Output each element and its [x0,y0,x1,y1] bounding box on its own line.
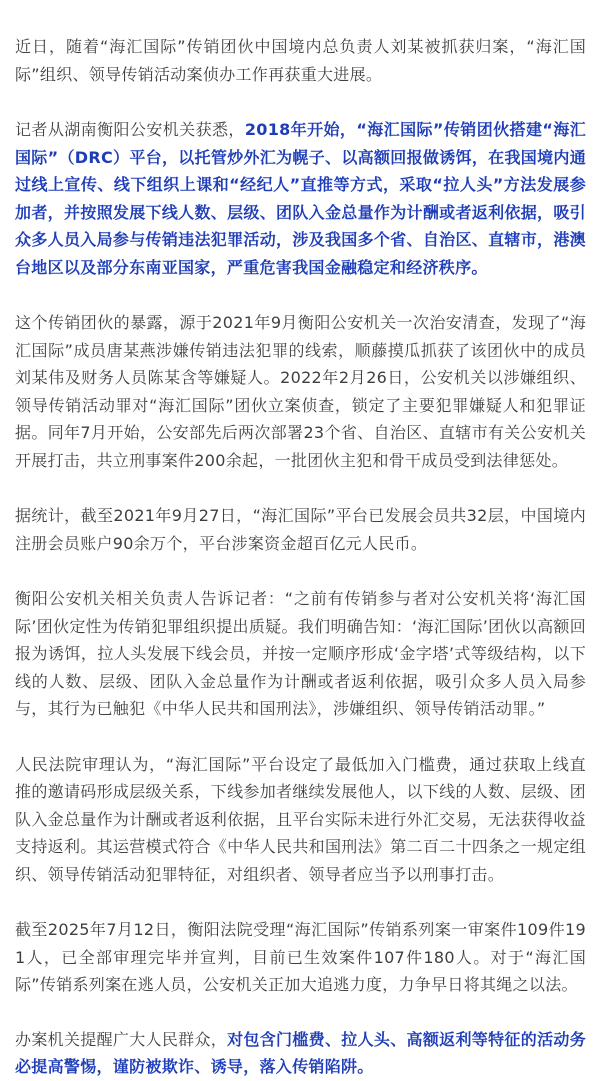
paragraph-police-statement: 衡阳公安机关相关负责人告诉记者：“之前有传销参与者对公安机关将‘海汇国际’团伙定性为传销犯罪组织提出质疑。我们明确告知：‘海汇国际’团伙以高额回报为诱饵，拉人头发展下线会员，并按一定顺序形成‘金字塔’式等级结构，以下线的人数、层级、团队入金总量作为计酬或者返利依据，吸引众多人员入局参与，其行为已触犯《中华人民共和国刑法》，涉嫌组织、领导传销活动罪。” [15,589,586,718]
paragraph-case-origin: 这个传销团伙的暴露，源于2021年9月衡阳公安机关一次治安清查，发现了“海汇国际”成员唐某燕涉嫌传销违法犯罪的线索，顺藤摸瓜抓获了该团伙中的成员刘某伟及财务人员陈某含等嫌疑人。2022年2月26日，公安机关以涉嫌组织、领导传销活动罪对“海汇国际”团伙立案侦查，锁定了主要犯罪嫌疑人和犯罪证据。同年7月开始，公安部先后两次部署23个省、自治区、直辖市有关公安机关开展打击，共立刑事案件200余起，一批团伙主犯和骨干成员受到法律惩处。 [15,313,586,470]
paragraph-lead-text: 办案机关提醒广大人民群众， [15,1029,228,1049]
highlighted-text: 2018年开始，“海汇国际”传销团伙搭建“海汇国际”（DRC）平台，以托管炒外汇为幌子、以高额回报做诱饵，在我国境内通过线上宣传、线下组织上课和“经纪人”直推等方式，采取“拉人头”方法发展参加者，并按照发展下线人数、层级、团队入金总量作为计酬或者返利依据，吸引众多人员入局参与传销违法犯罪活动，涉及我国多个省、自治区、直辖市，港澳台地区以及部分东南亚国家，严重危害我国金融稳定和经济秩序。 [15,120,587,277]
paragraph-public-warning [15,1026,586,1081]
paragraph-platform-overview [15,116,586,281]
paragraph-statistics: 据统计，截至2021年9月27日，“海汇国际”平台已发展会员共32层，中国境内注册会员账户90余万个，平台涉案资金超百亿元人民币。 [15,506,586,553]
paragraph-arrest-news: 近日，随着“海汇国际”传销团伙中国境内总负责人刘某被抓获归案，“海汇国际”组织、领导传销活动案侦办工作再获重大进展。 [15,37,586,84]
paragraph-court-ruling: 人民法院审理认为，“海汇国际”平台设定了最低加入门槛费，通过获取上线直推的邀请码形成层级关系，下线参加者继续发展他人，以下线的人数、层级、团队入金总量作为计酬或者返利依据，且平台实际未进行外汇交易，无法获得收益支持返利。其运营模式符合《中华人民共和国刑法》第二百二十四条之一规定组织、领导传销活动犯罪特征，对组织者、领导者应当予以刑事打击。 [15,754,586,884]
paragraph-lead-text: 记者从湖南衡阳公安机关获悉， [15,120,245,139]
paragraph-case-status: 截至2025年7月12日，衡阳法院受理“海汇国际”传销系列案一审案件109件191人，已全部审理完毕并宣判，目前已生效案件107件180人。对于“海汇国际”传销系列案在逃人员，公安机关正加大追逃力度，力争早日将其绳之以法。 [15,920,586,994]
highlighted-text: 对包含门槛费、拉人头、高额返利等特征的活动务必提高警惕，谨防被欺诈、诱导，落入传销陷阱。 [15,1029,586,1076]
